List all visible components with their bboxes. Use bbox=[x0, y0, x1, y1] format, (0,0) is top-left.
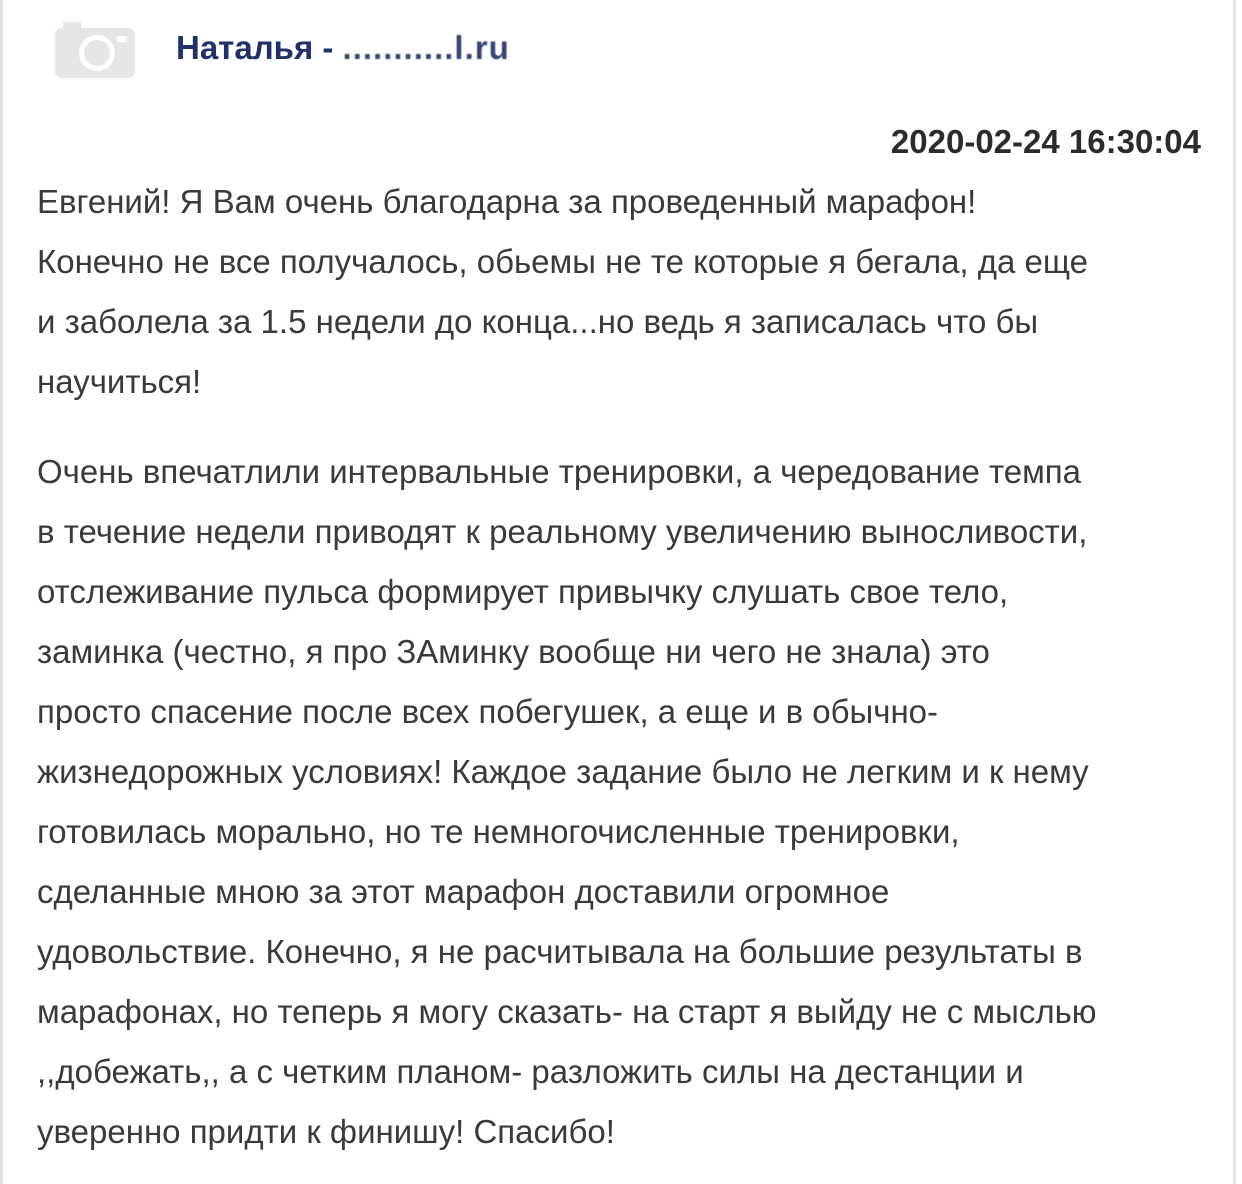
author-email: ...........l.ru bbox=[342, 29, 510, 66]
comment-paragraph: Евгений! Я Вам очень благодарна за проведенный марафон! Конечно не все получалось, обьемы не те которые я бегала, да еще и заболела за 1.5 недели до конца...но ведь я записалась что бы научиться! bbox=[37, 183, 1089, 400]
comment-timestamp: 2020-02-24 16:30:04 bbox=[890, 123, 1201, 160]
comment-paragraph: Очень впечатлили интервальные тренировки, а чередование темпа в течение недели приводят к реальному увеличению выносливости, отслеживание пульса формирует привычку слушать свое тело, заминка (честно, я про ЗАминку вообще ни чего не знала) это просто спасение после всех побегушек, а еще и в обычно- жизнедорожных условиях! Каждое задание было не легким и к нему готовилась морально, но те немногочисленные тренировки, сделанные мною за этот марафон доставили огромное удовольствие. Конечно, я не расчитывала на большие результаты в марафонах, но теперь я могу сказать- на старт я выйду не с мыслью ,,добежать,, а с четким планом- разложить силы на дестанции и уверенно придти к финишу! Спасибо! bbox=[37, 453, 1097, 1150]
avatar[interactable] bbox=[55, 22, 135, 78]
author-name[interactable]: Наталья - bbox=[176, 29, 334, 66]
comment-author[interactable] bbox=[176, 28, 510, 68]
camera-placeholder-icon bbox=[55, 22, 135, 78]
comment-body bbox=[37, 172, 1217, 1162]
